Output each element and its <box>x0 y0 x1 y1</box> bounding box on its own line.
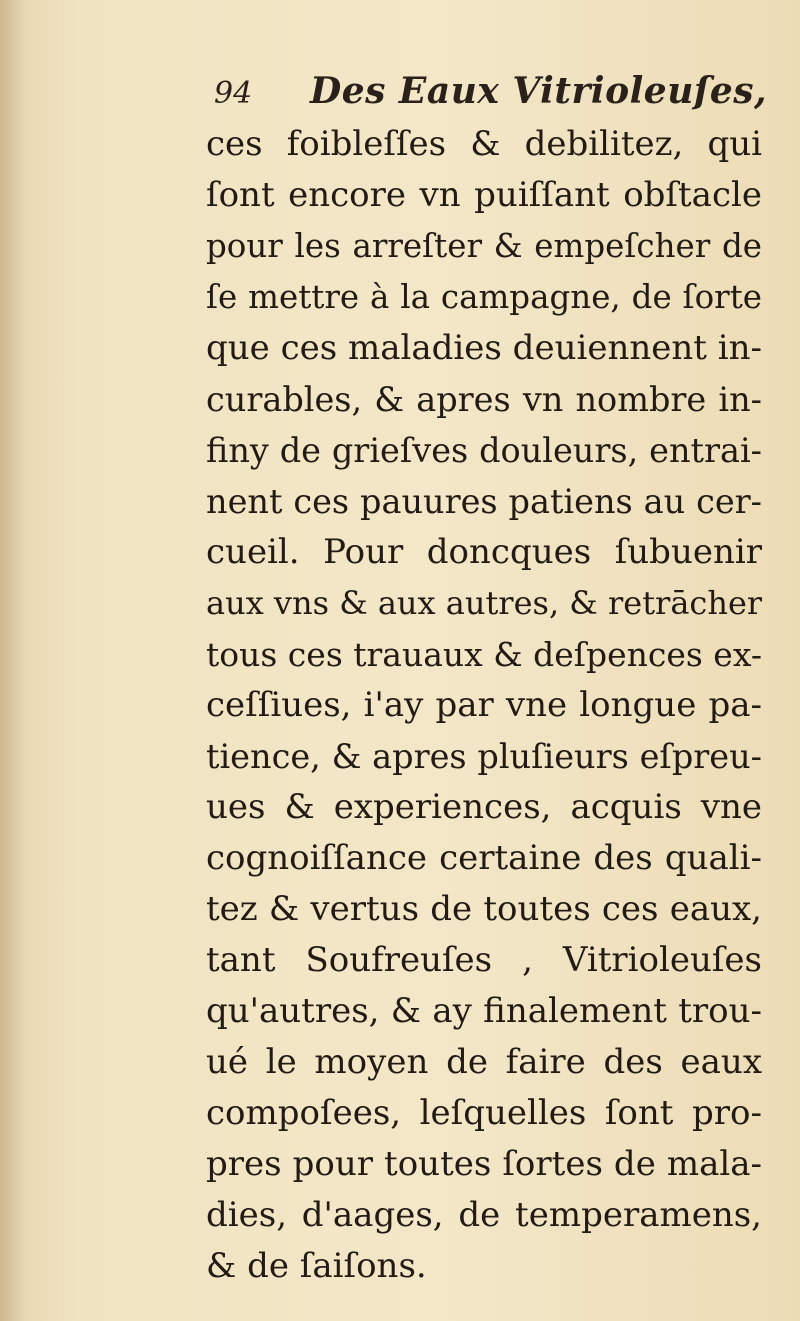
text-line: ſont encore vn puiſſant obſtacle <box>206 175 762 215</box>
text-line: tience, & apres pluſieurs eſpreu- <box>206 737 762 776</box>
text-line: ues & experiences, acquis vne <box>206 787 762 827</box>
text-line: pres pour toutes ſortes de mala- <box>206 1144 762 1184</box>
text-line: compoſees, leſquelles ſont pro- <box>206 1093 762 1133</box>
text-line: nent ces pauures patiens au cer- <box>206 482 762 521</box>
text-line: aux vns & aux autres, & retrācher <box>206 584 762 622</box>
text-line: pour les arreſter & empeſcher de <box>206 227 762 265</box>
running-head: Des Eaux Vitrioleuſes, <box>310 70 768 112</box>
text-line: ceſſiues, i'ay par vne longue pa- <box>206 685 762 725</box>
text-line: tez & vertus de toutes ces eaux, <box>206 889 762 929</box>
text-line: qu'autres, & ay finalement trou- <box>206 991 762 1031</box>
text-line: cognoiſſance certaine des quali- <box>206 838 762 878</box>
text-line: & de ſaiſons. <box>206 1246 427 1286</box>
page-number: 94 <box>214 76 253 111</box>
text-line: tous ces trauaux & deſpences ex- <box>206 635 762 674</box>
text-line: finy de grieſves douleurs, entrai- <box>206 431 762 470</box>
text-line: ué le moyen de faire des eaux <box>206 1042 762 1082</box>
text-line: dies, d'aages, de temperamens, <box>206 1195 762 1235</box>
text-line: ſe mettre à la campagne, de ſorte <box>206 278 762 316</box>
text-line: cueil. Pour doncques ſubuenir <box>206 532 762 572</box>
text-line: tant Soufreuſes , Vitrioleuſes <box>206 940 762 980</box>
body-text <box>206 119 762 1292</box>
text-line: ces foibleſſes & debilitez, qui <box>206 124 762 164</box>
page-header <box>214 70 767 114</box>
text-line: que ces maladies deuiennent in- <box>206 328 762 368</box>
text-line: curables, & apres vn nombre in- <box>206 380 762 419</box>
